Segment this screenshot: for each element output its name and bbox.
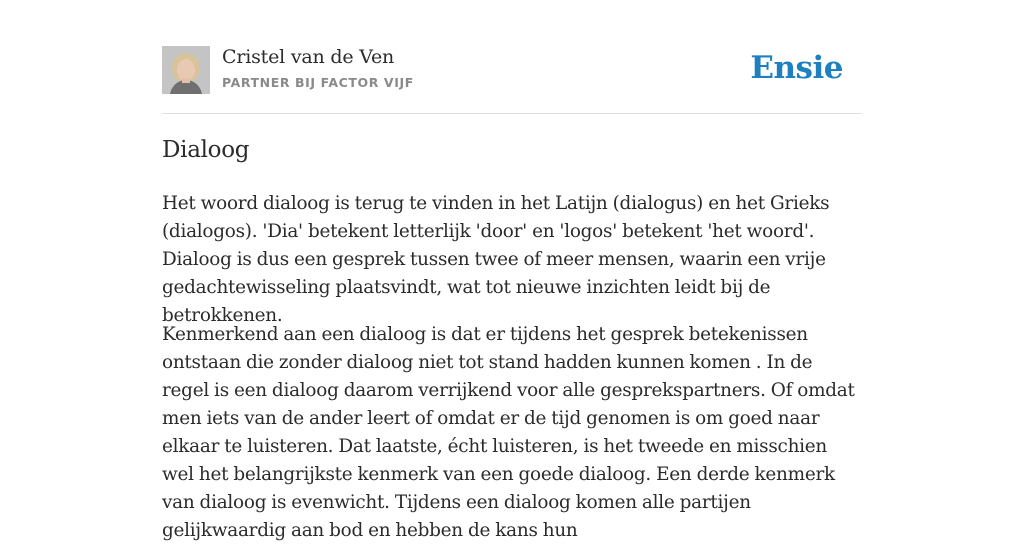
author-name[interactable]: Cristel van de Ven <box>222 46 395 68</box>
author-header <box>162 0 862 114</box>
avatar-portrait-image <box>162 46 210 94</box>
article-title: Dialoog <box>162 137 250 163</box>
author-avatar[interactable] <box>162 46 210 94</box>
article-paragraph-1: Het woord dialoog is terug te vinden in het Latijn (dialogus) en het Grieks (dialogos). 'Dia' betekent letterlijk 'door' en 'logos' betekent 'het woord'. Dialoog is dus een gesprek tussen twee of meer mensen, waarin een vrije gedachtewisseling plaatsvindt, wat tot nieuwe inzichten leidt bij de betrokkenen. <box>162 193 830 326</box>
article-paragraph-2: Kenmerkend aan een dialoog is dat er tijdens het gesprek betekenissen ontstaan die zonder dialoog niet tot stand hadden kunnen komen . In de regel is een dialoog daarom verrijkend voor alle gesprekspartners. Of omdat men iets van de ander leert of omdat er de tijd genomen is om goed naar elkaar te luisteren. Dat laatste, écht luisteren, is het tweede en misschien wel het belangrijkste kenmerk van een goede dialoog. Een derde kenmerk van dialoog is evenwicht. Tijdens een dialoog komen alle partijen gelijkwaardig aan bod en hebben de kans hun <box>162 324 855 541</box>
author-role: PARTNER BIJ FACTOR VIJF <box>222 75 414 90</box>
ensie-logo[interactable]: Ensie <box>750 50 843 86</box>
article-container <box>162 0 862 541</box>
